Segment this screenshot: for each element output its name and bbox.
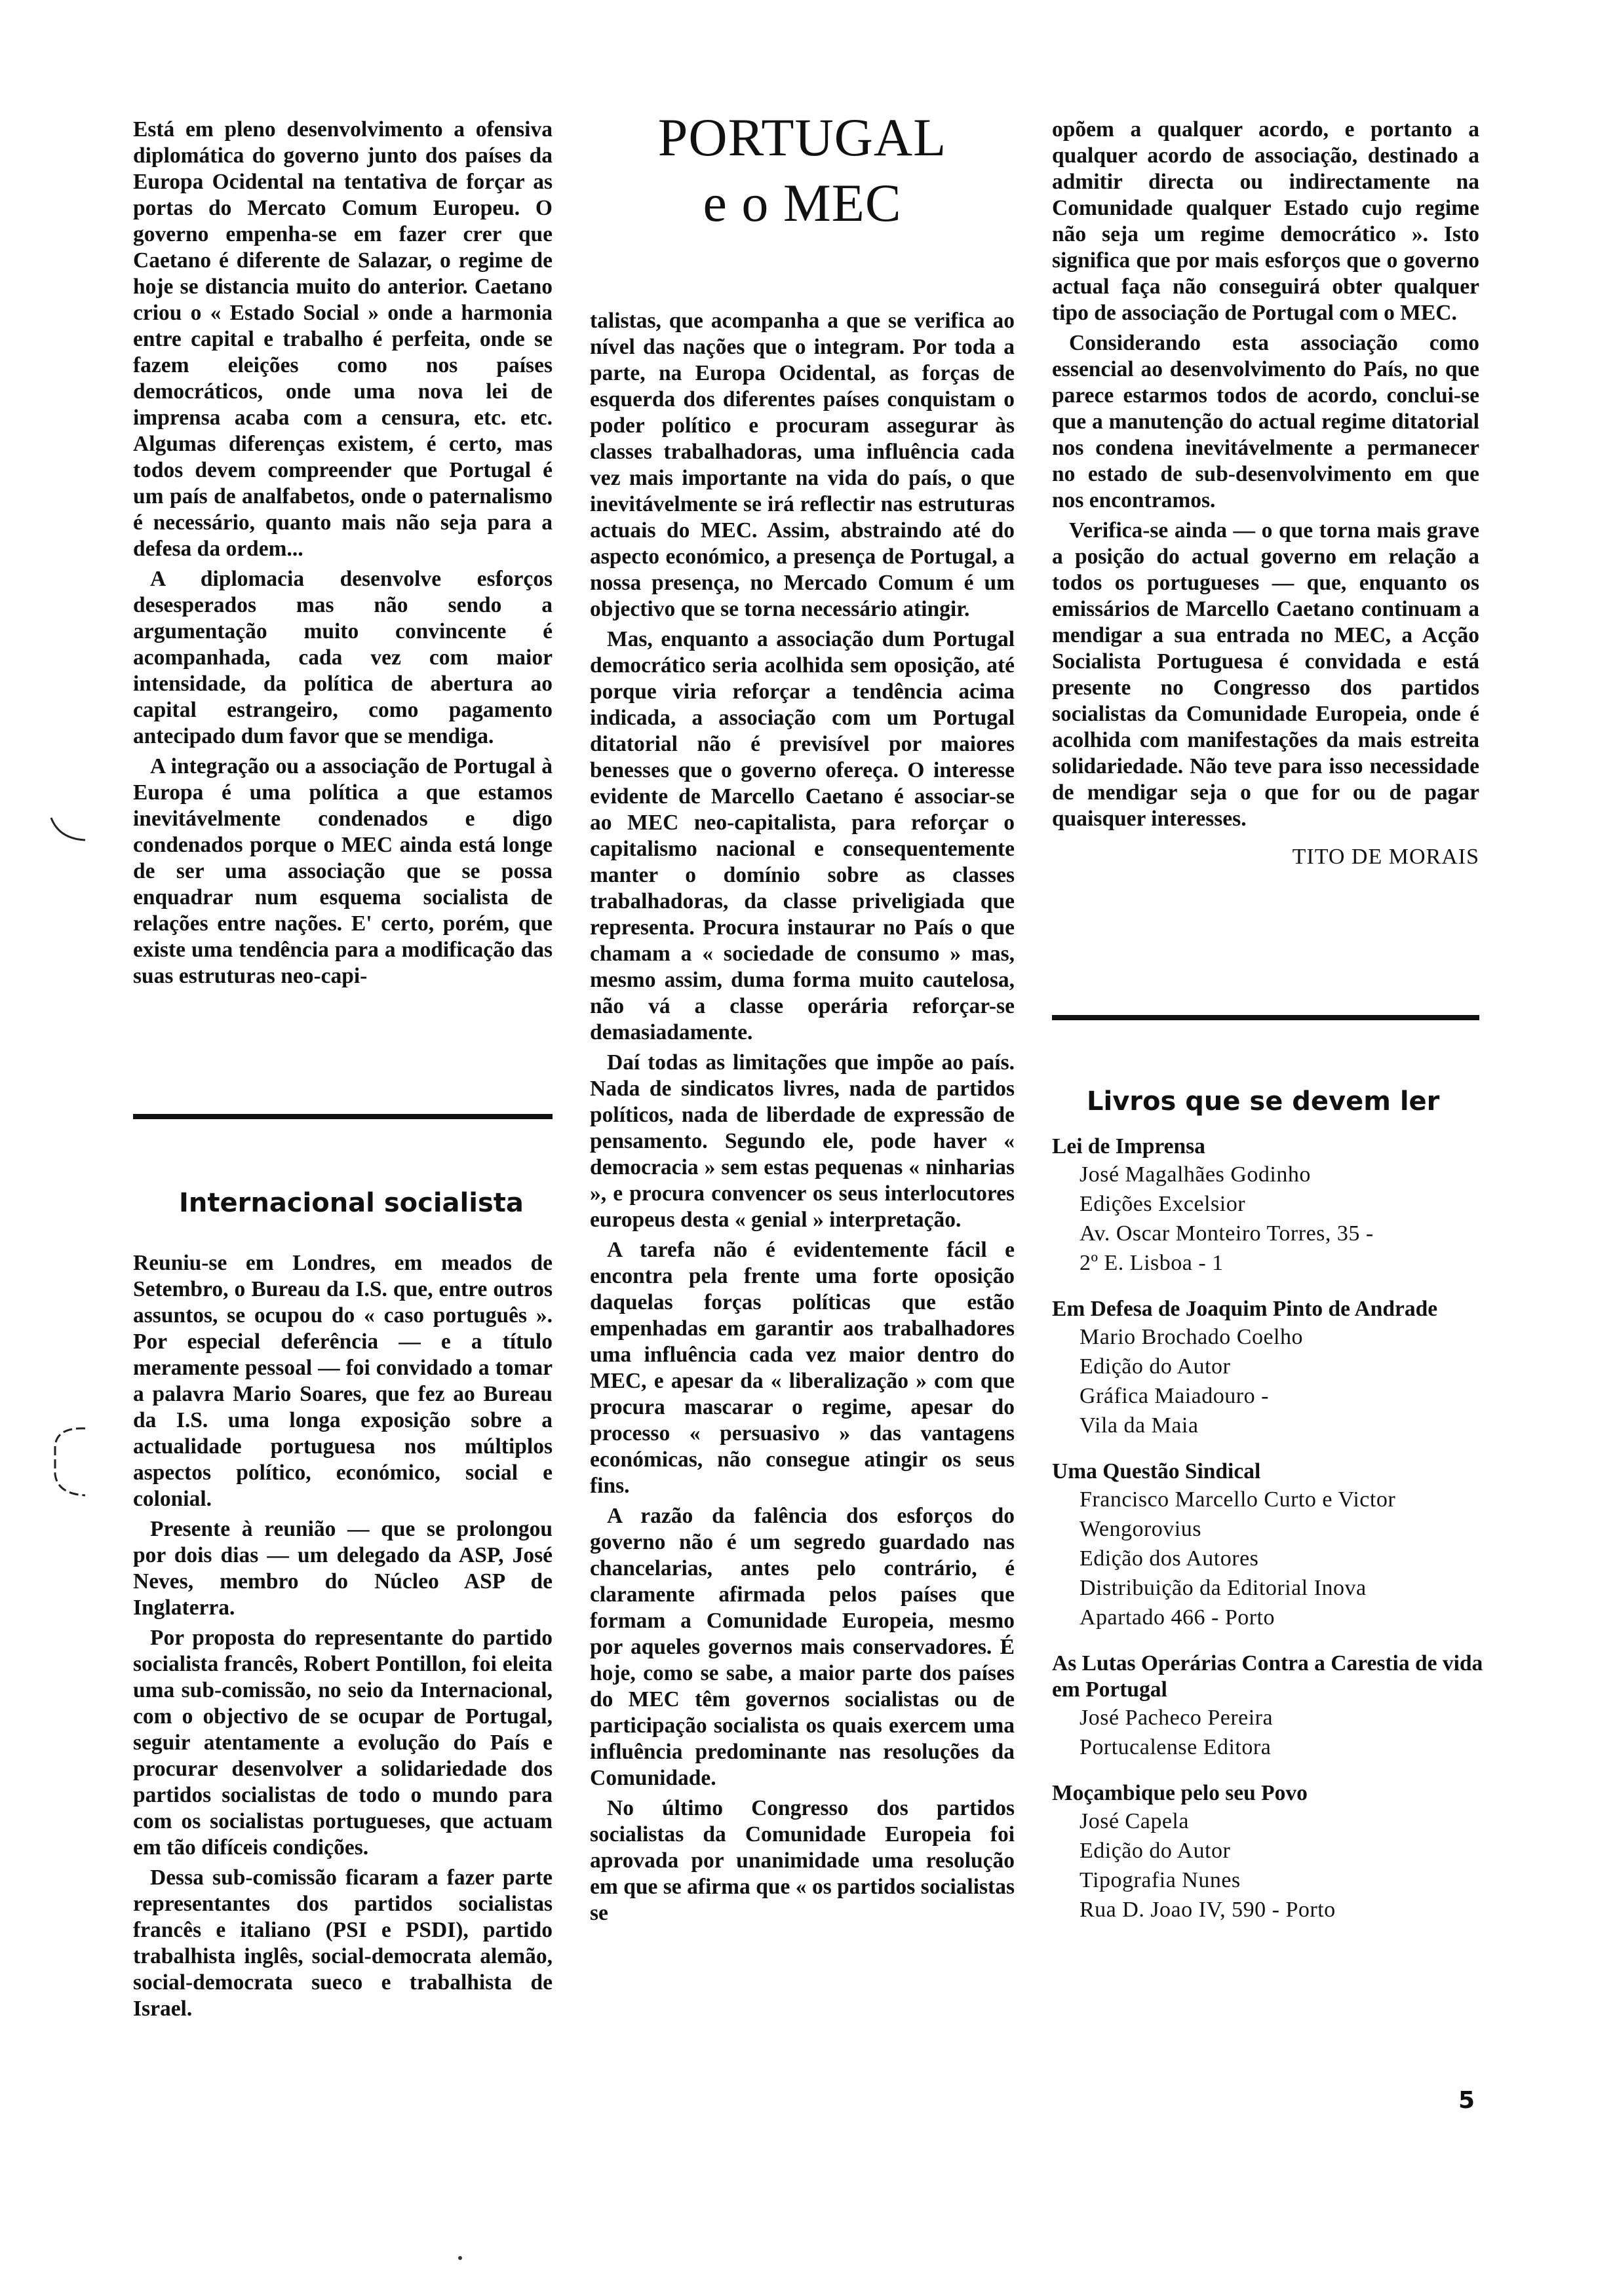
book-title: As Lutas Operárias Contra a Carestia de vida em Portugal xyxy=(1052,1651,1483,1702)
article-middle-column xyxy=(590,308,1015,1930)
internacional-paragraph: Dessa sub-comissão ficaram a fazer parte representantes dos partidos socialistas francês e italiano (PSI e PSDI), partido trabalhista inglês, social-democrata alemão, social-democrata sueco e trabalhista de Israel. xyxy=(133,1866,553,2021)
section-divider xyxy=(1052,1015,1479,1020)
article-paragraph: Verifica-se ainda — o que torna mais grave a posição do actual governo em relação a todos os portugueses — que, enquanto os emissários de Marcello Caetano continuam a mendigar a sua entrada no MEC, a Acção Socialista Portuguesa é convidada e está presente no Congresso dos partidos socialistas da Comunidade Europeia, onde é acolhida com manifestações da mais estreita solidariedade. Não teve para isso necessidade de mendigar seja o que for ou de pagar quaisquer interesses. xyxy=(1052,518,1479,831)
article-right-column xyxy=(1052,117,1479,870)
article-paragraph: Considerando esta associação como essencial ao desenvolvimento do País, no que parece estarmos todos de acordo, conclui-se que a manutenção do actual regime ditatorial nos condena inevitávelmente a permanecer no estado de sub-desenvolvimento em que nos encontramos. xyxy=(1052,331,1479,512)
book-title: Moçambique pelo seu Povo xyxy=(1052,1781,1308,1805)
book-list xyxy=(1052,1134,1485,1943)
internacional-paragraph: Reuniu-se em Londres, em meados de Setembro, o Bureau da I.S. que, entre outros assuntos, se ocupou do « caso português ». Por especial deferência — e a título meramente pessoal — foi convidado a tomar a palavra Mario Soares, que fez ao Bureau da I.S. uma longa exposição sobre a actualidade portuguesa nos múltiplos aspectos político, económico, social e colonial. xyxy=(133,1251,553,1511)
article-byline: TITO DE MORAIS xyxy=(1292,845,1479,869)
book-detail: Tipografia Nunes xyxy=(1080,1868,1241,1892)
livros-heading: Livros que se devem ler xyxy=(1087,1086,1440,1117)
book-title: Uma Questão Sindical xyxy=(1052,1459,1261,1483)
article-paragraph: Daí todas as limitações que impõe ao país. Nada de sindicatos livres, nada de partidos políticos, nada de liberdade de expressão de pensamento. Segundo ele, pode haver « democracia » sem estas pequenas « ninharias », e procura convencer os seus interlocutores europeus desta « genial » interpretação. xyxy=(590,1050,1015,1232)
book-detail: Gráfica Maiadouro - xyxy=(1080,1384,1269,1408)
article-title-line1: PORTUGAL xyxy=(657,107,947,167)
article-paragraph: A integração ou a associação de Portugal à Europa é uma política a que estamos inevitávelmente condenados e digo condenados porque o MEC ainda está longe de ser uma associação que se possa enquadrar num esquema socialista de relações entre nações. E' certo, porém, que existe uma tendência para a modificação das suas estruturas neo-capi- xyxy=(133,754,553,988)
book-detail: Vila da Maia xyxy=(1080,1413,1199,1438)
book-entry xyxy=(1052,1296,1485,1440)
book-entry xyxy=(1052,1780,1485,1924)
book-detail: Av. Oscar Monteiro Torres, 35 - xyxy=(1080,1221,1374,1246)
book-title: Em Defesa de Joaquim Pinto de Andrade xyxy=(1052,1297,1438,1321)
scan-dot xyxy=(456,2254,464,2262)
book-detail: Edições Excelsior xyxy=(1080,1192,1246,1216)
book-entry xyxy=(1052,1134,1485,1278)
page-number: 5 xyxy=(1458,2087,1475,2114)
scan-margin-mark xyxy=(46,813,98,852)
book-detail: Mario Brochado Coelho xyxy=(1080,1325,1303,1349)
internacional-paragraph: Por proposta do representante do partido socialista francês, Robert Pontillon, foi eleita uma sub-comissão, no seio da Internacional, com o objectivo de se ocupar de Portugal, seguir atentamente a evolução do País e procurar desenvolver a solidariedade dos partidos socialistas de todo o mundo para com os socialistas portugueses, que actuam em tão difíceis condições. xyxy=(133,1626,553,1860)
article-paragraph: A razão da falência dos esforços do governo não é um segredo guardado nas chancelarias, antes pelo contrário, é claramente afirmada pelos países que formam a Comunidade Europeia, mesmo por aqueles governos mais conservadores. É hoje, como se sabe, a maior parte dos países do MEC têm governos socialistas ou de participação socialista os quais exercem uma influência predominante nas resoluções da Comunidade. xyxy=(590,1504,1015,1790)
article-paragraph: Está em pleno desenvolvimento a ofensiva diplomática do governo junto dos países da Europa Ocidental na tentativa de forçar as portas do Mercato Comum Europeu. O governo empenha-se em fazer crer que Caetano é diferente de Salazar, o regime de hoje se distancia muito do anterior. Caetano criou o « Estado Social » onde a harmonia entre capital e trabalho é perfeita, onde se fazem eleições como nos países democráticos, onde uma nova lei de imprensa acaba com a censura, etc. etc. Algumas diferenças existem, é certo, mas todos devem compreender que Portugal é um país de analfabetos, onde o paternalismo é necessário, quanto mais não seja para a defesa da ordem... xyxy=(133,117,553,561)
book-title: Lei de Imprensa xyxy=(1052,1134,1205,1158)
article-paragraph: No último Congresso dos partidos socialistas da Comunidade Europeia foi aprovada por unanimidade uma resolução em que se afirma que « os partidos socialistas se xyxy=(590,1796,1015,1925)
book-detail: Edição dos Autores xyxy=(1080,1546,1259,1571)
article-paragraph: A diplomacia desenvolve esforços desesperados mas não sendo a argumentação muito convincente é acompanhada, cada vez com maior intensidade, da política de abertura ao capital estrangeiro, como pagamento antecipado dum favor que se mendiga. xyxy=(133,567,553,748)
internacional-heading: Internacional socialista xyxy=(179,1188,524,1218)
book-detail: Edição do Autor xyxy=(1080,1354,1231,1379)
scan-margin-mark xyxy=(46,1422,98,1501)
book-detail: Wengorovius xyxy=(1080,1517,1201,1541)
article-title-line2: e o MEC xyxy=(703,173,902,233)
book-detail: Rua D. Joao IV, 590 - Porto xyxy=(1080,1898,1336,1922)
article-title xyxy=(590,105,1015,236)
book-detail: José Capela xyxy=(1080,1809,1189,1833)
article-paragraph: A tarefa não é evidentemente fácil e encontra pela frente uma forte oposição daquelas forças políticas que estão empenhadas em garantir aos trabalhadores uma influência cada vez maior dentro do MEC, e apesar da « liberalização » com que procura mascarar o regime, apesar do processo « persuasivo » das vantagens económicas, não consegue atingir os seus fins. xyxy=(590,1238,1015,1498)
book-entry xyxy=(1052,1651,1485,1762)
article-left-column xyxy=(133,117,553,993)
book-detail: Portucalense Editora xyxy=(1080,1735,1272,1759)
internacional-body xyxy=(133,1250,553,2026)
book-detail: Edição do Autor xyxy=(1080,1839,1231,1863)
article-paragraph: talistas, que acompanha a que se verifica ao nível das nações que o integram. Por toda a parte, na Europa Ocidental, as forças de esquerda dos diferentes países conquistam o poder político e procuram assegurar às classes trabalhadoras, uma influência cada vez mais importante na vida do país, o que inevitávelmente se irá reflectir nas estruturas actuais do MEC. Assim, abstraindo até do aspecto económico, a presença de Portugal, a nossa presença, no Mercado Comum é um objectivo que se torna necessário atingir. xyxy=(590,309,1015,621)
book-detail: Apartado 466 - Porto xyxy=(1080,1605,1275,1630)
article-paragraph: opõem a qualquer acordo, e portanto a qualquer acordo de associação, destinado a admitir directa ou indirectamente na Comunidade qualquer Estado cujo regime não seja um regime democrático ». Isto significa que por mais esforços que o governo actual faça não conseguirá obter qualquer tipo de associação de Portugal com o MEC. xyxy=(1052,117,1479,325)
section-divider xyxy=(133,1114,553,1119)
book-detail: Francisco Marcello Curto e Victor xyxy=(1080,1487,1396,1512)
book-detail: José Magalhães Godinho xyxy=(1080,1162,1311,1187)
book-detail: 2º E. Lisboa - 1 xyxy=(1080,1251,1224,1275)
internacional-paragraph: Presente à reunião — que se prolongou por dois dias — um delegado da ASP, José Neves, membro do Núcleo ASP de Inglaterra. xyxy=(133,1517,553,1620)
book-entry xyxy=(1052,1459,1485,1632)
book-detail: José Pacheco Pereira xyxy=(1080,1706,1274,1730)
article-paragraph: Mas, enquanto a associação dum Portugal democrático seria acolhida sem oposição, até porque viria reforçar a tendência acima indicada, a associação com um Portugal ditatorial não é previsível por maiores benesses que o governo ofereça. O interesse evidente de Marcello Caetano é associar-se ao MEC neo-capitalista, para reforçar o capitalismo nacional e consequentemente manter o domínio sobre as classes trabalhadoras, da classe priveligiada que representa. Procura instaurar no País o que chamam a « sociedade de consumo » mas, mesmo assim, duma forma muito cautelosa, não vá a classe operária reforçar-se demasiadamente. xyxy=(590,627,1015,1044)
book-detail: Distribuição da Editorial Inova xyxy=(1080,1576,1367,1600)
